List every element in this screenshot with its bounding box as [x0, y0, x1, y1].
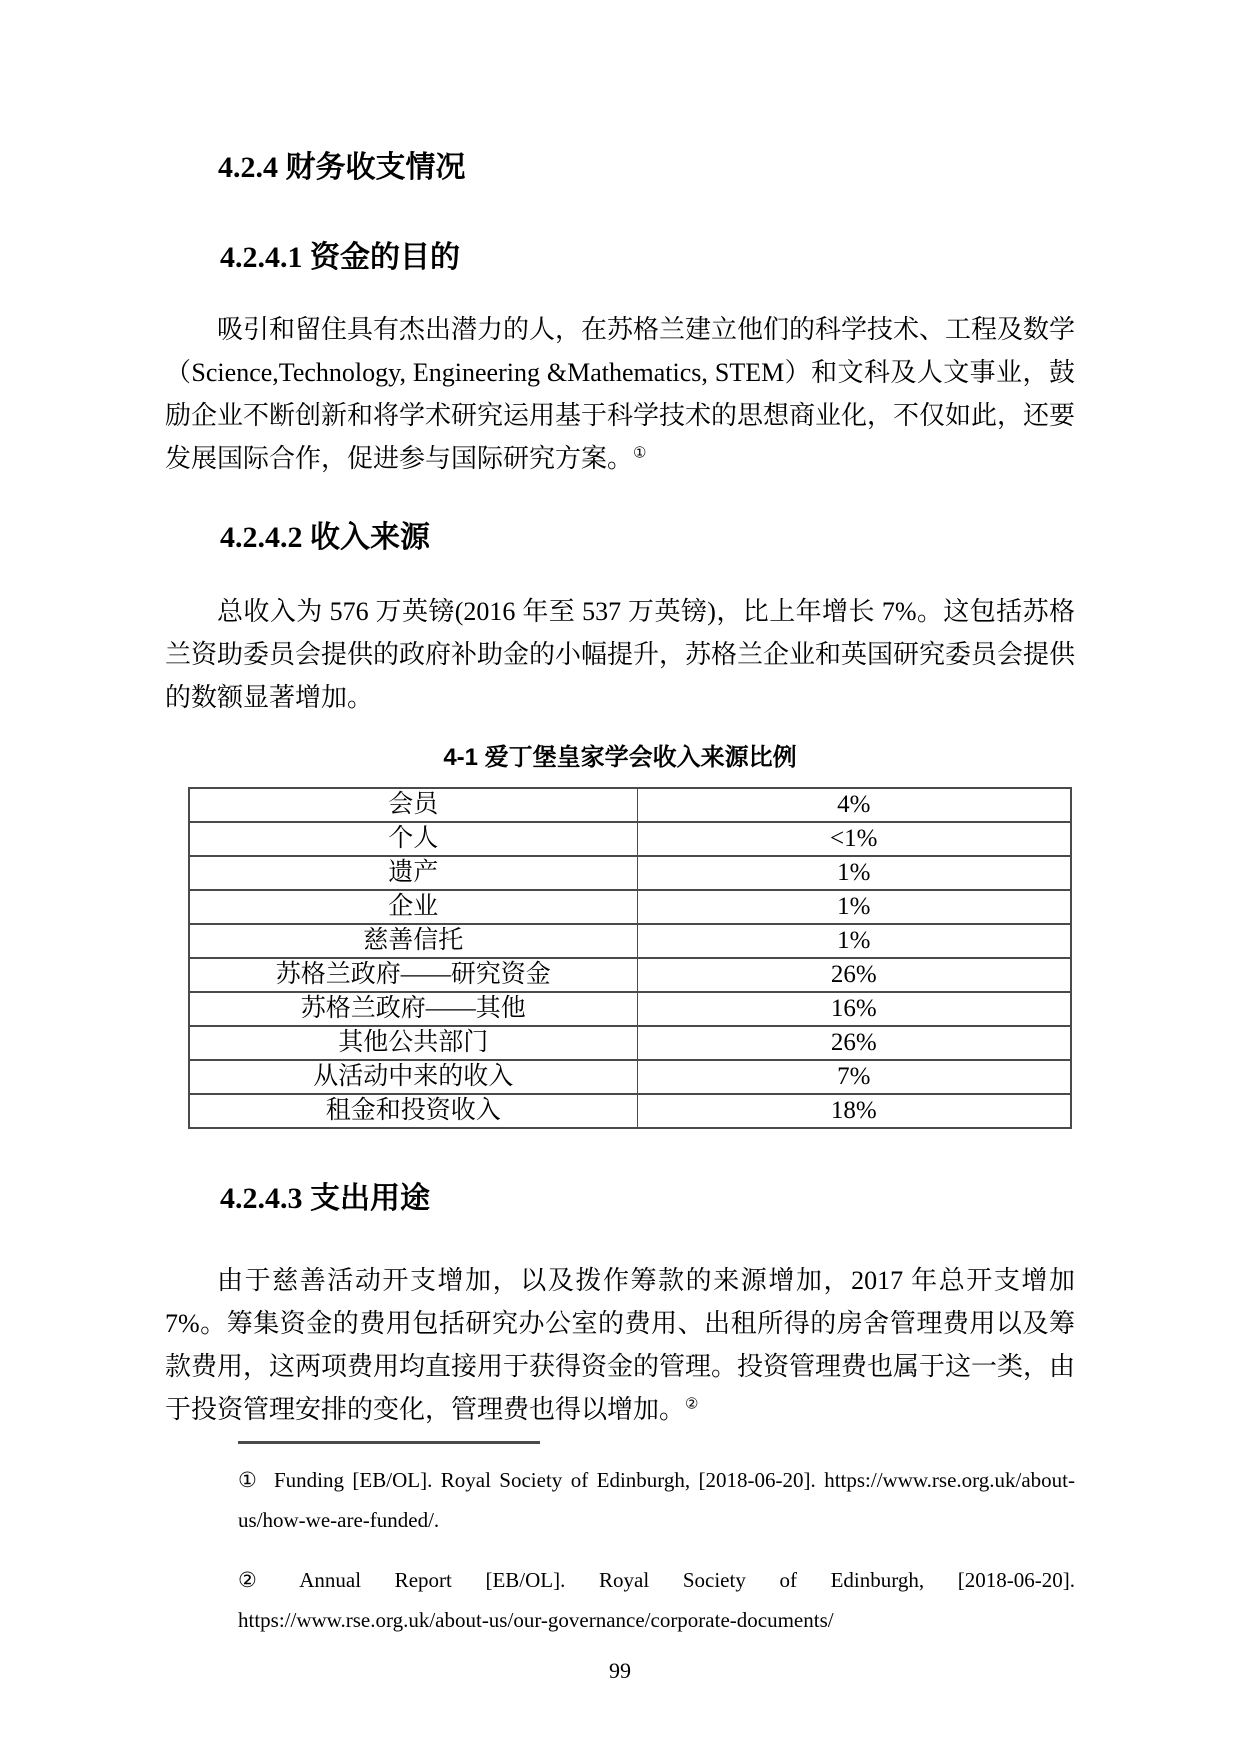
row-label: 个人 — [189, 822, 637, 856]
table-row — [189, 992, 1071, 1026]
footnote-marker: ② — [238, 1568, 286, 1592]
paragraph-text: 由于慈善活动开支增加，以及拨作筹款的来源增加，2017 年总开支增加 7%。筹集资金的费用包括研究办公室的费用、出租所得的房舍管理费用以及筹款费用，这两项费用均直接用于获得资金的管理。投资管理费也属于这一类，由于投资管理安排的变化，管理费也得以增加。 — [165, 1266, 1076, 1424]
paragraph-text: 总收入为 576 万英镑(2016 年至 537 万英镑)，比上年增长 7%。这包括苏格兰资助委员会提供的政府补助金的小幅提升，苏格兰企业和英国研究委员会提供的数额显著增加。 — [165, 597, 1076, 712]
table-row — [189, 1060, 1071, 1094]
row-value: <1% — [637, 822, 1071, 856]
row-label: 租金和投资收入 — [189, 1094, 637, 1128]
paragraph-text: 吸引和留住具有杰出潜力的人，在苏格兰建立他们的科学技术、工程及数学（Science,Technology, Engineering &Mathematics, STEM）和文科及人文事业，鼓励企业不断创新和将学术研究运用基于科学技术的思想商业化，不仅如此，还要发展国际合作，促进参与国际研究方案。 — [165, 315, 1076, 473]
table-row — [189, 924, 1071, 958]
footnote-separator — [238, 1441, 540, 1444]
section-heading-4242: 4.2.4.2 收入来源 — [220, 521, 430, 554]
row-label: 苏格兰政府——研究资金 — [189, 958, 637, 992]
row-label: 会员 — [189, 788, 637, 822]
row-value: 26% — [637, 958, 1071, 992]
table-row — [189, 788, 1071, 822]
row-value: 1% — [637, 890, 1071, 924]
row-value: 26% — [637, 1026, 1071, 1060]
footnote-2 — [238, 1560, 1075, 1640]
row-value: 7% — [637, 1060, 1071, 1094]
row-value: 4% — [637, 788, 1071, 822]
row-label: 从活动中来的收入 — [189, 1060, 637, 1094]
section-heading-4241: 4.2.4.1 资金的目的 — [220, 241, 460, 274]
row-label: 遗产 — [189, 856, 637, 890]
table-row — [189, 1026, 1071, 1060]
row-label: 其他公共部门 — [189, 1026, 637, 1060]
row-value: 16% — [637, 992, 1071, 1026]
table-caption: 4-1 爱丁堡皇家学会收入来源比例 — [443, 744, 797, 771]
table-row — [189, 958, 1071, 992]
row-label: 企业 — [189, 890, 637, 924]
paragraph-funding-purpose — [165, 308, 1075, 480]
footnote-marker: ① — [238, 1468, 260, 1492]
footnote-text: Annual Report [EB/OL]. Royal Society of Edinburgh, [2018-06-20]. https://www.rse.org.uk/about-us/our-governance/corporate-documents/ — [238, 1568, 1075, 1632]
paragraph-expenditure — [165, 1259, 1075, 1431]
table-row — [189, 822, 1071, 856]
page-number: 99 — [609, 1658, 631, 1683]
table-row — [189, 1094, 1071, 1128]
row-value: 1% — [637, 856, 1071, 890]
section-heading-4243: 4.2.4.3 支出用途 — [220, 1182, 430, 1215]
table-row — [189, 856, 1071, 890]
paragraph-income-source — [165, 590, 1075, 719]
footnote-ref-2: ② — [685, 1396, 699, 1413]
footnote-ref-1: ① — [633, 445, 647, 462]
footnote-1 — [238, 1460, 1075, 1540]
section-heading-424: 4.2.4 财务收支情况 — [218, 151, 466, 184]
income-source-table — [188, 787, 1072, 1129]
row-value: 1% — [637, 924, 1071, 958]
row-label: 苏格兰政府——其他 — [189, 992, 637, 1026]
footnote-text: Funding [EB/OL]. Royal Society of Edinburgh, [2018-06-20]. https://www.rse.org.uk/about-us/how-we-are-funded/. — [238, 1468, 1076, 1532]
row-value: 18% — [637, 1094, 1071, 1128]
row-label: 慈善信托 — [189, 924, 637, 958]
table-row — [189, 890, 1071, 924]
